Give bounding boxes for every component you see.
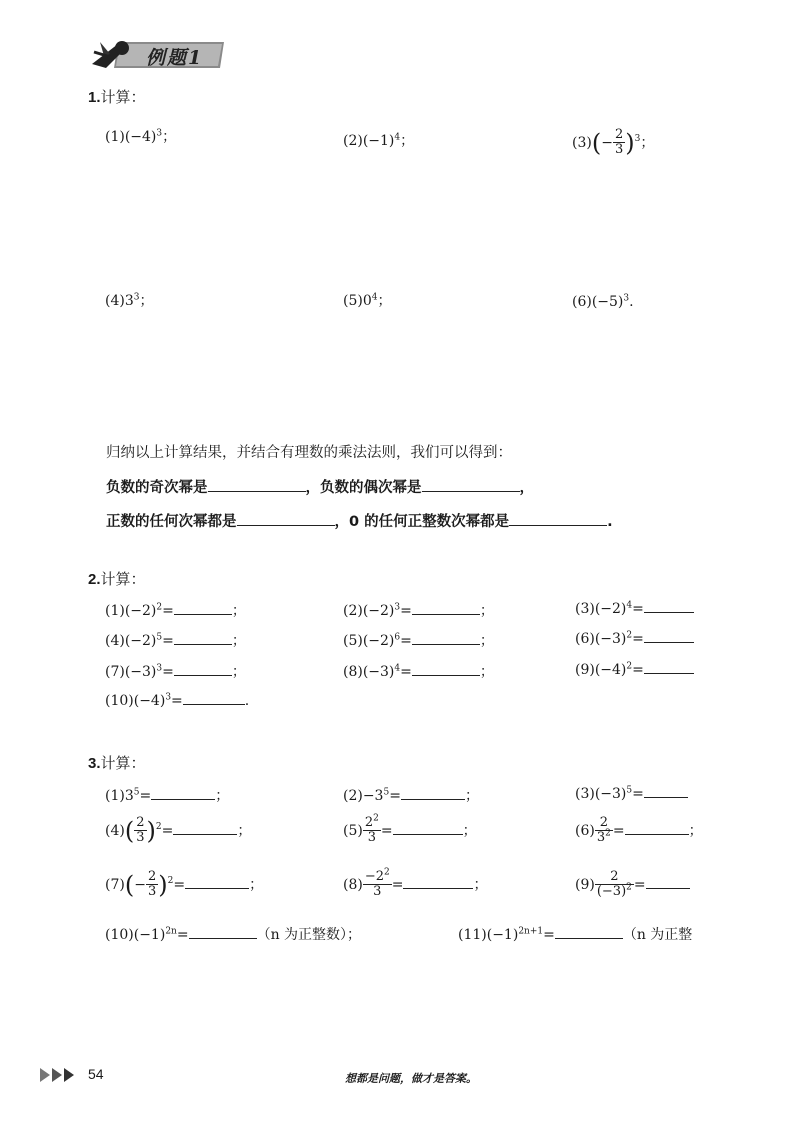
banner-title: 例题1 [146, 47, 204, 69]
q1-heading: 1.计算： [88, 88, 146, 106]
q2-item-4: $(4)(-2)^5=$ ； [105, 632, 246, 649]
q3-item-5: (5) $\frac{2^2}{3}$ = ； [343, 813, 477, 846]
q3-item-11: $(11)(-1)^{2n+1}= (n$ 为正整 [458, 926, 693, 943]
q1-item-1: $(1)(-4)^3$； [105, 128, 177, 145]
q3-item-4: (4)( $\frac{2}{3}$ )$^2$= ； [105, 815, 252, 846]
footer-motto: 想都是问题，做才是答案。 [345, 1072, 477, 1085]
summary-line-1: 负数的奇次幂是 ，负数的偶次幂是 ， [106, 480, 534, 496]
q2-item-3: $(3)(-2)^4=$ [575, 600, 694, 617]
q3-item-8: (8) $\frac{-2^2}{3}$ = ； [343, 867, 488, 900]
q1-item-3: (3)(− $\frac{2}{3}$ )$^3$； [572, 127, 655, 158]
q2-item-10: $(10)(-4)^3=$ . [105, 692, 250, 709]
q2-item-8: $(8)(-3)^4=$ ； [343, 663, 494, 680]
q3-item-10: $(10)(-1)^{2n}= (n$ 为正整数）； [105, 926, 362, 943]
q1-item-2: $(2)(-1)^4$； [343, 132, 415, 149]
q2-item-9: $(9)(-4)^2=$ [575, 661, 694, 678]
q3-item-2: $(2)-3^5=$ ； [343, 787, 479, 804]
q2-item-1: $(1)(-2)^2=$ ； [105, 602, 246, 619]
q3-item-6: (6) $\frac{2}{3^2}$ = ； [575, 815, 703, 846]
summary-intro: 归纳以上计算结果，并结合有理数的乘法法则，我们可以得到： [106, 445, 512, 461]
q2-item-7: $(7)(-3)^3=$ ； [105, 663, 246, 680]
q2-item-2: $(2)(-2)^3=$ ； [343, 602, 494, 619]
q3-item-9: (9) $\frac{2}{(-3)^2}$ = [575, 870, 690, 900]
q2-item-5: $(5)(-2)^6=$ ； [343, 632, 494, 649]
q3-item-1: $(1)3^5=$ ； [105, 787, 230, 804]
example-banner [88, 34, 228, 74]
footer-arrows-icon [40, 1066, 84, 1088]
q2-item-6: $(6)(-3)^2=$ [575, 630, 694, 647]
q1-item-4: $(4)3^3$； [105, 292, 154, 309]
page-number: 54 [88, 1066, 104, 1082]
q3-heading: 3.计算： [88, 754, 146, 772]
q3-item-3: $(3)(-3)^5=$ [575, 785, 688, 802]
q2-heading: 2.计算： [88, 570, 146, 588]
q1-item-6: $(6)(-5)^3$. [572, 293, 634, 310]
q1-item-5: $(5)0^4$； [343, 292, 392, 309]
summary-line-2: 正数的任何次幂都是 ，0 的任何正整数次幂都是 . [106, 514, 613, 530]
q3-item-7: (7)(− $\frac{2}{3}$ )$^2$= ； [105, 869, 264, 900]
